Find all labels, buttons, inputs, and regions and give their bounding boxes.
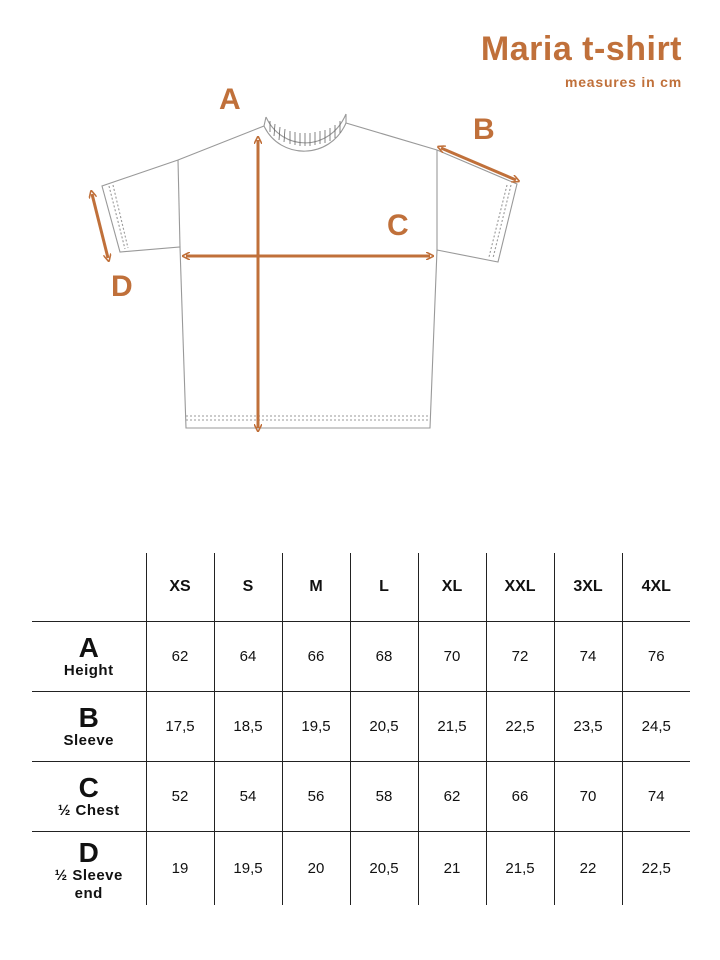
table-cell: 23,5 [554, 692, 622, 762]
row-header [32, 762, 146, 832]
table-cell: 76 [622, 622, 690, 692]
size-header: XXL [486, 553, 554, 622]
table-cell: 20,5 [350, 692, 418, 762]
table-cell: 54 [214, 762, 282, 832]
table-cell: 21,5 [486, 832, 554, 906]
table-cell: 22,5 [622, 832, 690, 906]
table-cell: 21 [418, 832, 486, 906]
table-cell: 17,5 [146, 692, 214, 762]
page-subtitle: measures in cm [564, 74, 682, 90]
table-cell: 62 [418, 762, 486, 832]
size-header: 3XL [554, 553, 622, 622]
row-letter: B [78, 701, 99, 733]
row-letter: D [78, 836, 99, 868]
arrow-d-sleeve-end [92, 194, 108, 258]
size-header-row [32, 553, 690, 622]
table-cell: 62 [146, 622, 214, 692]
row-name: Sleeve [63, 731, 115, 749]
label-d: D [111, 270, 133, 303]
table-cell: 20 [282, 832, 350, 906]
table-cell: 70 [554, 762, 622, 832]
table-cell: 66 [486, 762, 554, 832]
table-row [32, 692, 690, 762]
size-header: 4XL [622, 553, 690, 622]
collar-ribbing [270, 121, 340, 146]
table-cell: 64 [214, 622, 282, 692]
table-cell: 19 [146, 832, 214, 906]
row-header [32, 832, 146, 906]
tshirt-outline [102, 114, 517, 428]
table-row [32, 622, 690, 692]
size-header: S [214, 553, 282, 622]
size-header: XS [146, 553, 214, 622]
table-cell: 74 [554, 622, 622, 692]
table-cell: 68 [350, 622, 418, 692]
table-cell: 18,5 [214, 692, 282, 762]
page-title: Maria t-shirt [480, 30, 682, 68]
measure-arrows [92, 140, 516, 428]
size-header: L [350, 553, 418, 622]
table-cell: 58 [350, 762, 418, 832]
size-table [32, 553, 690, 905]
row-letter: C [78, 771, 99, 803]
table-cell: 66 [282, 622, 350, 692]
table-cell: 74 [622, 762, 690, 832]
label-b: B [473, 113, 495, 146]
size-header: M [282, 553, 350, 622]
table-cell: 22,5 [486, 692, 554, 762]
label-c: C [387, 209, 409, 242]
arrow-b-sleeve [441, 148, 516, 180]
header-corner [32, 553, 146, 622]
table-cell: 24,5 [622, 692, 690, 762]
size-header: XL [418, 553, 486, 622]
table-cell: 19,5 [214, 832, 282, 906]
row-letter: A [78, 631, 99, 663]
table-cell: 20,5 [350, 832, 418, 906]
table-cell: 21,5 [418, 692, 486, 762]
label-a: A [219, 83, 241, 116]
table-cell: 52 [146, 762, 214, 832]
table-row [32, 832, 690, 906]
row-name: Height [63, 661, 114, 679]
row-header [32, 692, 146, 762]
row-name: ½ Sleeve end [54, 866, 123, 902]
table-cell: 56 [282, 762, 350, 832]
table-row [32, 762, 690, 832]
table-cell: 22 [554, 832, 622, 906]
row-header [32, 622, 146, 692]
table-cell: 70 [418, 622, 486, 692]
table-cell: 19,5 [282, 692, 350, 762]
row-name: ½ Chest [57, 801, 120, 819]
table-cell: 72 [486, 622, 554, 692]
